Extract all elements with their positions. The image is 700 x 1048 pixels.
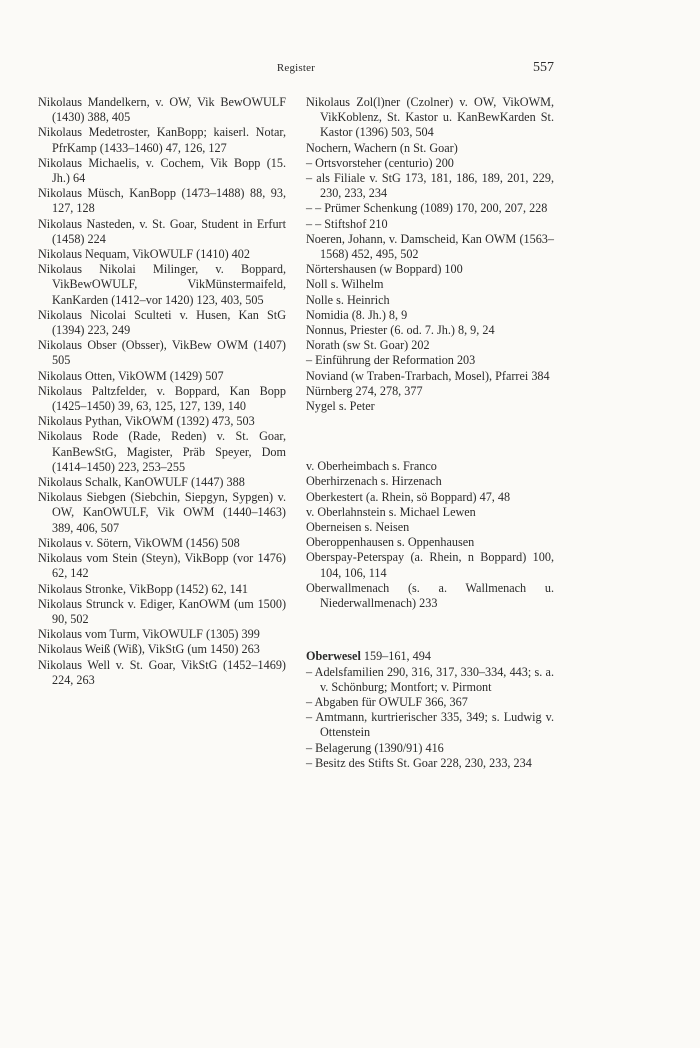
index-entry: – Belagerung (1390/91) 416 [306,740,444,755]
index-entry: – Adelsfamilien 290, 316, 317, 330–334, 443; s. a. v. Schönburg; Montfort; v. Pirmont [306,664,554,694]
index-entry: v. Oberlahnstein s. Michael Lewen [306,504,476,519]
index-entry: Nikolaus Obser (Obsser), VikBew OWM (1407) 505 [38,338,286,368]
heading-pages: 159–161, 494 [360,649,431,664]
index-entry: Norath (sw St. Goar) 202 [306,338,430,353]
index-entry: Nikolaus Michaelis, v. Cochem, Vik Bopp (15. Jh.) 64 [38,155,286,186]
index-entry: Noviand (w Traben-Trarbach, Mosel), Pfarrei 384 [306,368,550,383]
index-entry: – Ortsvorsteher (centurio) 200 [306,155,454,170]
index-entry: Nikolaus v. Sötern, VikOWM (1456) 508 [38,535,240,550]
index-entry: Nikolaus Nicolai Sculteti v. Husen, Kan StG (1394) 223, 249 [38,307,286,338]
index-entry: Nikolaus Weiß (Wiß), VikStG (um 1450) 263 [38,642,260,657]
index-entry: Nikolaus Otten, VikOWM (1429) 507 [38,368,224,383]
index-entry: Nikolaus vom Stein (Steyn), VikBopp (vor 1476) 62, 142 [38,551,286,581]
index-entry: Nikolaus Mandelkern, v. OW, Vik BewOWULF (1430) 388, 405 [38,95,286,125]
page-number: 557 [533,60,554,75]
index-entry: Nochern, Wachern (n St. Goar) [306,140,458,155]
index-entry: Nikolaus Strunck v. Ediger, KanOWM (um 1500) 90, 502 [38,596,286,626]
index-entry: Nikolaus Müsch, KanBopp (1473–1488) 88, 93, 127, 128 [38,186,286,216]
index-entry: Nygel s. Peter [306,399,375,414]
index-entry: v. Oberheimbach s. Franco [306,459,437,474]
index-entry: Nikolaus Medetroster, KanBopp; kaiserl. Notar, PfrKamp (1433–1460) 47, 126, 127 [38,125,286,155]
index-entry: Nonnus, Priester (6. od. 7. Jh.) 8, 9, 24 [306,323,495,338]
index-entry: Nikolaus Stronke, VikBopp (1452) 62, 141 [38,581,248,596]
index-entry: – Amtmann, kurtrierischer 335, 349; s. Ludwig v. Ottenstein [306,710,554,740]
index-entry: Oberoppenhausen s. Oppenhausen [306,535,475,550]
index-entry: Nikolaus Well v. St. Goar, VikStG (1452–1469) 224, 263 [38,657,286,687]
page-header [38,62,554,80]
index-entry: Nikolaus Zol(l)ner (Czolner) v. OW, VikOWM, VikKoblenz, St. Kastor u. KanBewKarden St. Kastor (1396) 503, 504 [306,95,554,140]
index-entry: Oberneisen s. Neisen [306,520,410,535]
index-entry: Nörtershausen (w Boppard) 100 [306,262,463,277]
index-entry: – Einführung der Reformation 203 [306,353,476,368]
index-entry: – Abgaben für OWULF 366, 367 [306,694,468,709]
index-entry: – – Prümer Schenkung (1089) 170, 200, 207, 228 [306,201,548,216]
section-gap [306,414,554,459]
index-entry: – Besitz des Stifts St. Goar 228, 230, 233, 234 [306,755,532,770]
index-entry: Noeren, Johann, v. Damscheid, Kan OWM (1563–1568) 452, 495, 502 [306,231,554,262]
index-entry: Nikolaus Nequam, VikOWULF (1410) 402 [38,247,250,262]
index-entry: Oberhirzenach s. Hirzenach [306,474,442,489]
index-entry: Nürnberg 274, 278, 377 [306,383,423,398]
index-entry: Nolle s. Heinrich [306,292,390,307]
index-entry: Nikolaus vom Turm, VikOWULF (1305) 399 [38,627,260,642]
index-entry-heading [306,649,554,664]
index-entry: Nomidia (8. Jh.) 8, 9 [306,307,408,322]
index-entry: Oberkestert (a. Rhein, sö Boppard) 47, 48 [306,489,511,504]
index-entry: Nikolaus Siebgen (Siebchin, Siepgyn, Sypgen) v. OW, KanOWULF, Vik OWM (1440–1463) 389, 406, 507 [38,490,286,535]
index-entry: Nikolaus Pythan, VikOWM (1392) 473, 503 [38,414,255,429]
index-entry: – als Filiale v. StG 173, 181, 186, 189, 201, 229, 230, 233, 234 [306,171,554,201]
index-entry: Oberwallmenach (s. a. Wallmenach u. Niederwallmenach) 233 [306,580,554,611]
index-column-right [306,95,554,771]
index-entry: Nikolaus Schalk, KanOWULF (1447) 388 [38,475,245,490]
index-entry: Nikolaus Nasteden, v. St. Goar, Student in Erfurt (1458) 224 [38,216,286,246]
index-entry: – – Stiftshof 210 [306,216,388,231]
index-entry: Nikolaus Paltzfelder, v. Boppard, Kan Bopp (1425–1450) 39, 63, 125, 127, 139, 140 [38,383,286,414]
index-entry: Nikolaus Nikolai Milinger, v. Boppard, VikBewOWULF, VikMünstermaifeld, KanKarden (1412–vor 1420) 123, 403, 505 [38,262,286,307]
section-gap [306,611,554,649]
index-column-left [38,95,286,688]
index-entry: Noll s. Wilhelm [306,277,384,292]
index-entry: Oberspay-Peterspay (a. Rhein, n Boppard) 100, 104, 106, 114 [306,550,554,580]
heading-word: Oberwesel [306,649,361,664]
running-title: Register [276,62,316,74]
index-entry: Nikolaus Rode (Rade, Reden) v. St. Goar, KanBewStG, Magister, Präb Speyer, Dom (1414–1450) 223, 253–255 [38,429,286,474]
